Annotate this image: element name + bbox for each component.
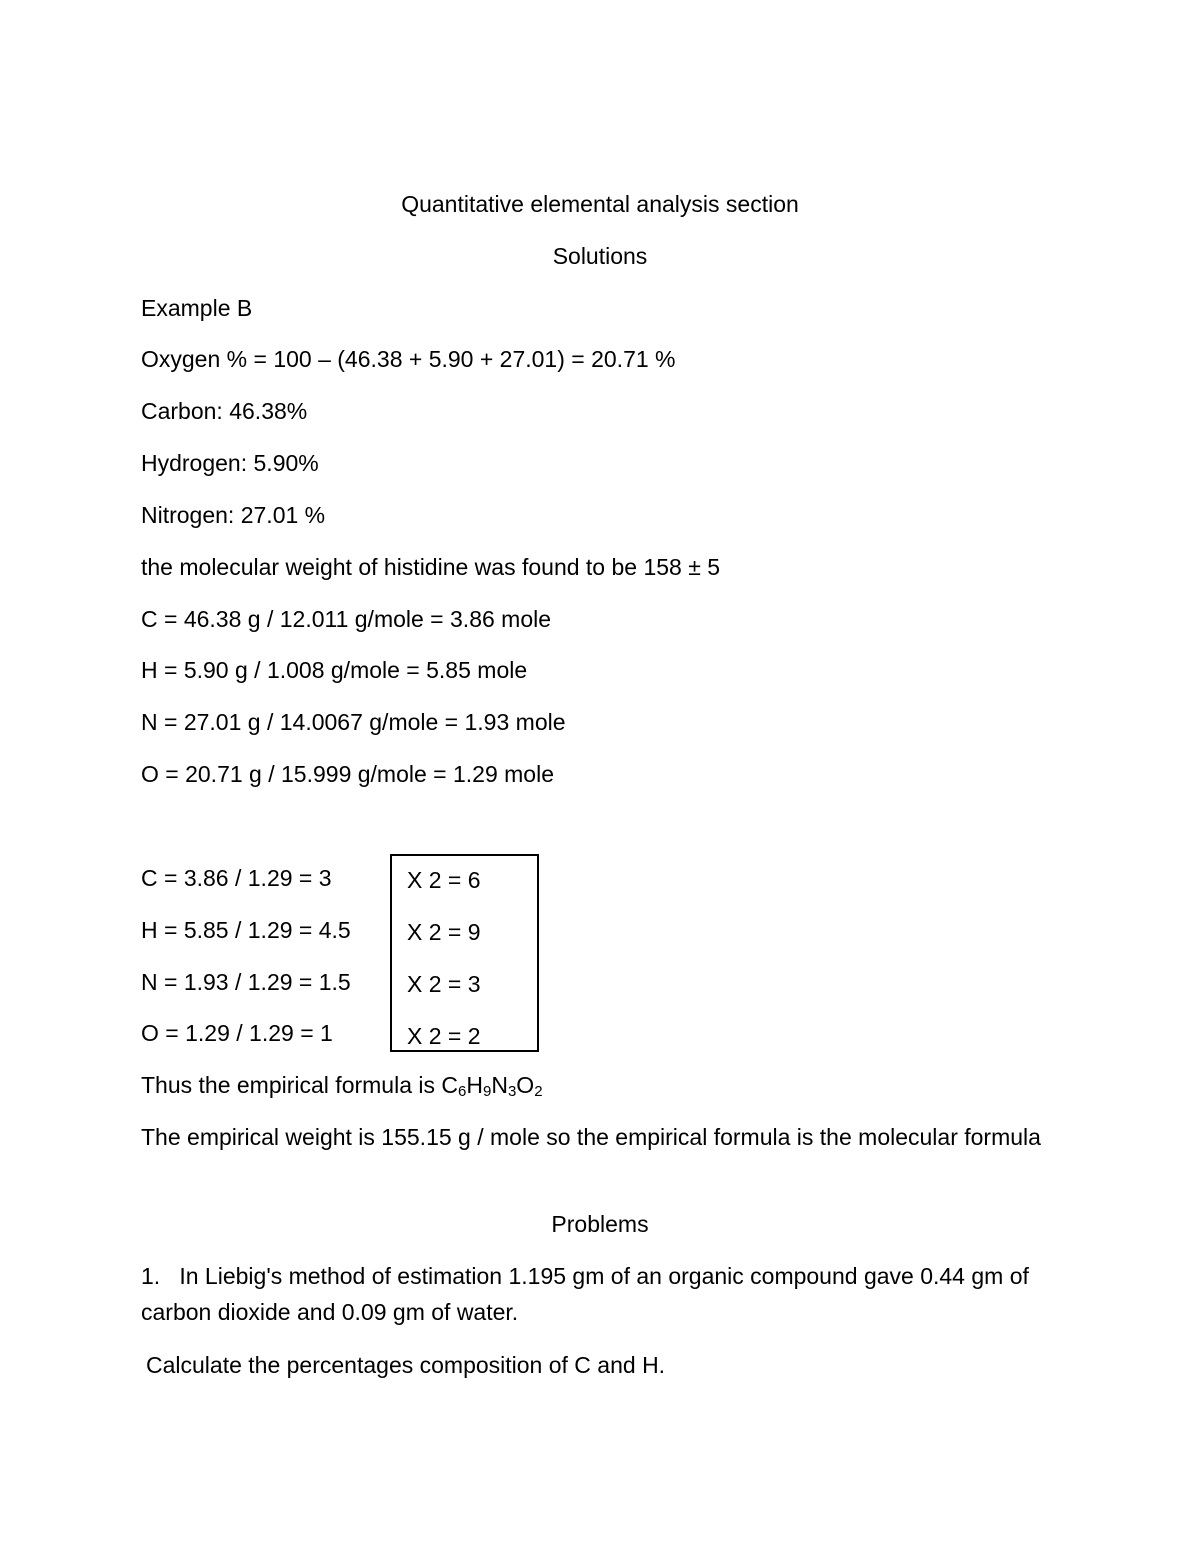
formula-subscript-c: 6: [458, 1083, 467, 1100]
formula-element-o: O: [516, 1072, 535, 1098]
example-heading: Example B: [141, 295, 253, 321]
moles-oxygen: O = 20.71 g / 15.999 g/mole = 1.29 mole: [141, 761, 555, 787]
problem-1-number: 1.: [141, 1263, 161, 1289]
multiplier-nitrogen: X 2 = 3: [407, 971, 481, 997]
formula-subscript-n: 3: [507, 1083, 517, 1100]
problem-1-task: Calculate the percentages composition of C and H.: [146, 1352, 666, 1378]
carbon-composition: Carbon: 46.38%: [141, 398, 308, 424]
problems-heading: Problems: [551, 1211, 649, 1237]
ratio-nitrogen: N = 1.93 / 1.29 = 1.5: [141, 969, 351, 995]
empirical-formula-line: [141, 1071, 543, 1099]
empirical-formula-prefix: Thus the empirical formula is: [141, 1072, 442, 1098]
molecular-weight-note: the molecular weight of histidine was found to be 158 ± 5: [141, 554, 721, 580]
formula-element-n: N: [491, 1072, 508, 1098]
page-title: Quantitative elemental analysis section: [401, 191, 799, 217]
problem-1-text: In Liebig's method of estimation 1.195 gm of an organic compound gave 0.44 gm of carbon dioxide and 0.09 gm of water.: [141, 1263, 1029, 1325]
formula-element-h: H: [466, 1072, 483, 1098]
empirical-formula: [441, 1072, 542, 1098]
ratio-hydrogen: H = 5.85 / 1.29 = 4.5: [141, 917, 351, 943]
multiplier-box: [390, 854, 539, 1052]
ratio-oxygen: O = 1.29 / 1.29 = 1: [141, 1020, 333, 1046]
multiplier-hydrogen: X 2 = 9: [407, 919, 481, 945]
multiplier-carbon: X 2 = 6: [407, 867, 481, 893]
moles-nitrogen: N = 27.01 g / 14.0067 g/mole = 1.93 mole: [141, 709, 566, 735]
formula-subscript-h: 9: [482, 1083, 492, 1100]
formula-subscript-o: 2: [534, 1083, 543, 1100]
formula-element-c: C: [441, 1072, 459, 1098]
nitrogen-composition: Nitrogen: 27.01 %: [141, 502, 326, 528]
empirical-weight-line: The empirical weight is 155.15 g / mole so the empirical formula is the molecular formula: [141, 1124, 1041, 1150]
moles-carbon: C = 46.38 g / 12.011 g/mole = 3.86 mole: [141, 606, 552, 632]
ratio-carbon: C = 3.86 / 1.29 = 3: [141, 865, 332, 891]
hydrogen-composition: Hydrogen: 5.90%: [141, 450, 319, 476]
moles-hydrogen: H = 5.90 g / 1.008 g/mole = 5.85 mole: [141, 657, 528, 683]
multiplier-oxygen: X 2 = 2: [407, 1023, 481, 1049]
page-subtitle: Solutions: [552, 243, 648, 269]
oxygen-percentage-line: Oxygen % = 100 – (46.38 + 5.90 + 27.01) = 20.71 %: [141, 346, 676, 372]
problem-1: [141, 1258, 1051, 1330]
